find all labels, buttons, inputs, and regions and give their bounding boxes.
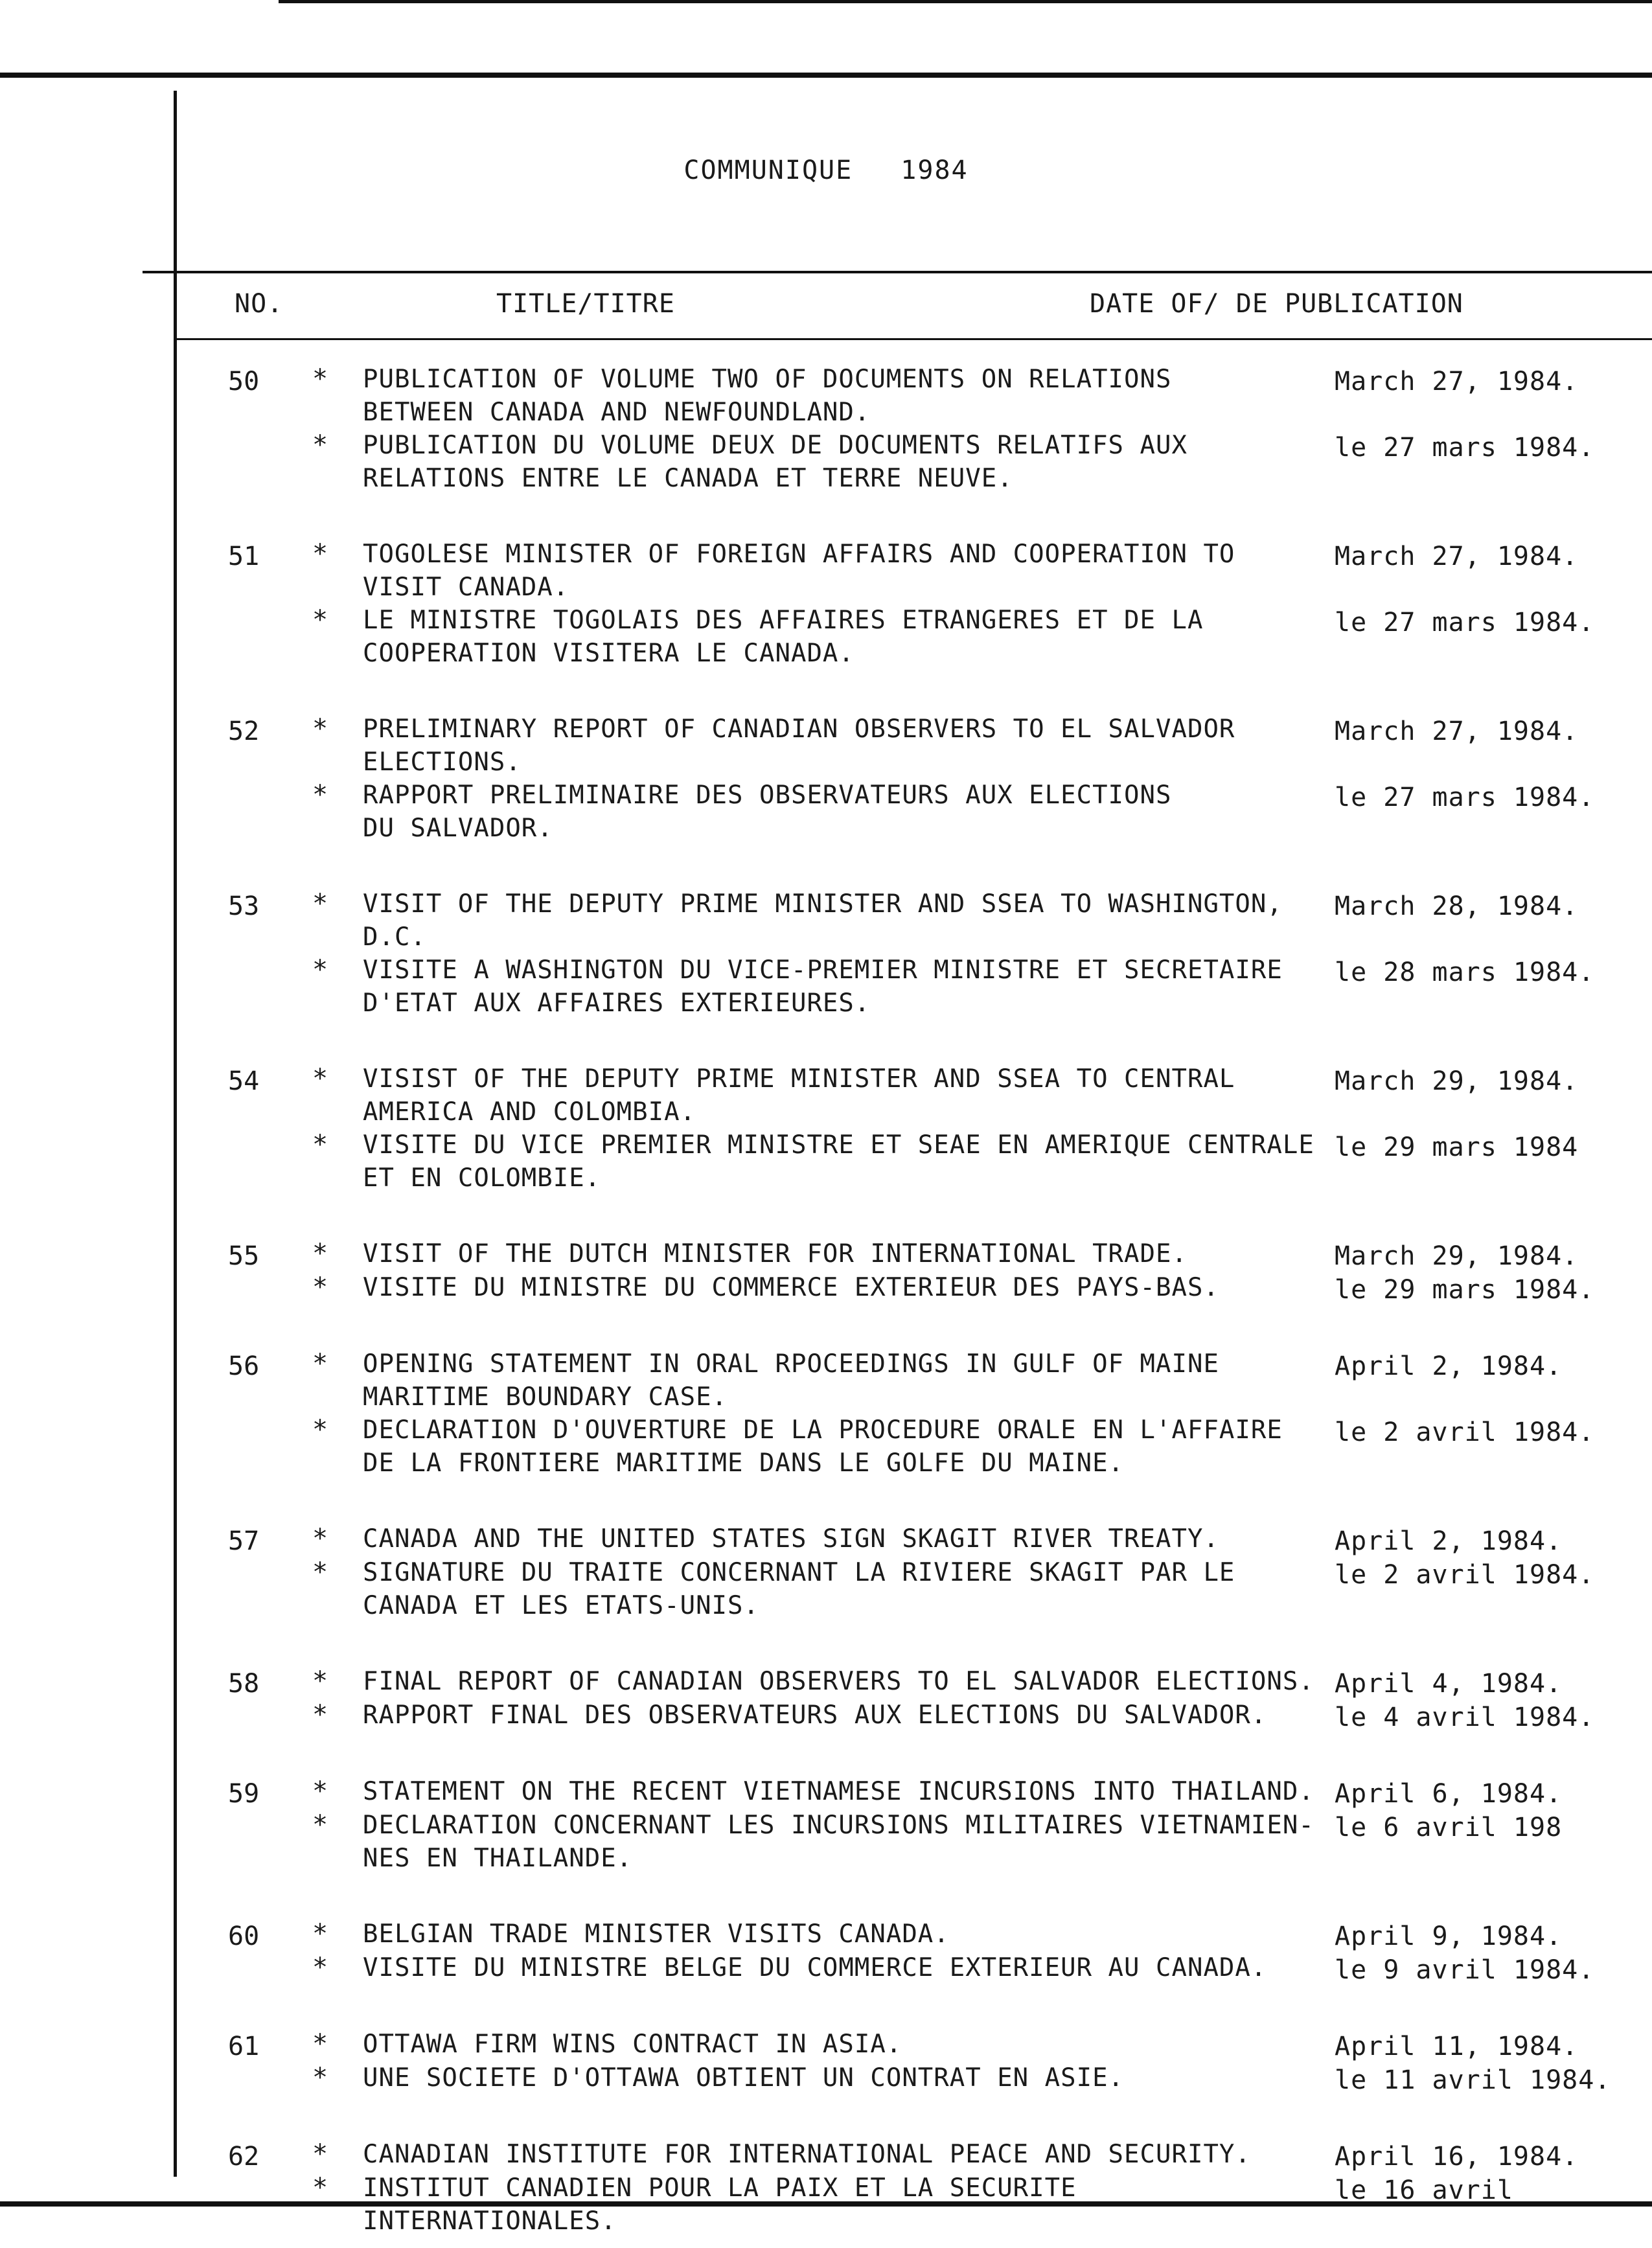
french-line	[0, 604, 1652, 670]
french-title: PUBLICATION DU VOLUME DEUX DE DOCUMENTS RELATIFS AUX RELATIONS ENTRE LE CANADA ET TERRE NEUVE.	[363, 431, 1187, 493]
asterisk-bullet: *	[312, 1349, 328, 1379]
english-date: April 16, 1984.	[1335, 2142, 1579, 2172]
asterisk-bullet: *	[312, 1700, 328, 1730]
frame-top-rule	[0, 73, 1652, 78]
english-date: April 2, 1984.	[1335, 1526, 1563, 1556]
asterisk-bullet: *	[312, 2029, 328, 2059]
english-title: VISIST OF THE DEPUTY PRIME MINISTER AND SSEA TO CENTRAL AMERICA AND COLOMBIA.	[363, 1064, 1235, 1127]
list-item	[0, 1775, 1652, 1875]
asterisk-bullet: *	[312, 1239, 328, 1268]
asterisk-bullet: *	[312, 1666, 328, 1696]
english-line	[0, 1775, 1652, 1809]
english-line	[0, 1665, 1652, 1699]
entry-number: 56	[228, 1351, 260, 1381]
asterisk-bullet: *	[312, 1776, 328, 1806]
list-item	[0, 713, 1652, 845]
french-line	[0, 2061, 1652, 2095]
french-line	[0, 2172, 1652, 2236]
entry-number: 62	[228, 2142, 260, 2172]
list-item	[0, 1348, 1652, 1480]
page-title	[0, 155, 1652, 185]
asterisk-bullet: *	[312, 539, 328, 569]
english-date: March 29, 1984.	[1335, 1241, 1579, 1271]
asterisk-bullet: *	[312, 1524, 328, 1554]
english-line	[0, 1062, 1652, 1129]
asterisk-bullet: *	[312, 2139, 328, 2169]
english-date: March 27, 1984.	[1335, 367, 1579, 396]
top-border-rule	[279, 0, 1652, 3]
french-date: le 6 avril 198	[1335, 1813, 1563, 1842]
list-item	[0, 363, 1652, 495]
english-date: March 27, 1984.	[1335, 542, 1579, 571]
english-date: March 27, 1984.	[1335, 717, 1579, 746]
french-title: VISITE A WASHINGTON DU VICE-PREMIER MINISTRE ET SECRETAIRE D'ETAT AUX AFFAIRES EXTERIEURES.	[363, 956, 1283, 1018]
english-line	[0, 1522, 1652, 1556]
asterisk-bullet: *	[312, 1415, 328, 1445]
asterisk-bullet: *	[312, 1130, 328, 1160]
list-item	[0, 1918, 1652, 1985]
french-line	[0, 1809, 1652, 1875]
french-date: le 4 avril 1984.	[1335, 1703, 1595, 1732]
header-bottom-rule	[174, 338, 1652, 340]
english-date: April 9, 1984.	[1335, 1921, 1563, 1951]
asterisk-bullet: *	[312, 1810, 328, 1840]
french-title: VISITE DU MINISTRE DU COMMERCE EXTERIEUR DES PAYS-BAS.	[363, 1273, 1219, 1302]
french-title: DECLARATION CONCERNANT LES INCURSIONS MILITAIRES VIETNAMIEN- NES EN THAILANDE.	[363, 1811, 1314, 1873]
french-line	[0, 1699, 1652, 1732]
english-title: BELGIAN TRADE MINISTER VISITS CANADA.	[363, 1920, 950, 1949]
english-title: VISIT OF THE DEPUTY PRIME MINISTER AND SSEA TO WASHINGTON, D.C.	[363, 889, 1283, 952]
title-text: COMMUNIQUE	[683, 155, 853, 185]
list-item	[0, 888, 1652, 1020]
asterisk-bullet: *	[312, 1919, 328, 1949]
asterisk-bullet: *	[312, 1064, 328, 1094]
asterisk-bullet: *	[312, 955, 328, 985]
asterisk-bullet: *	[312, 430, 328, 460]
list-item	[0, 1522, 1652, 1622]
french-date: le 29 mars 1984.	[1335, 1275, 1595, 1305]
french-line	[0, 1129, 1652, 1195]
entry-number: 53	[228, 891, 260, 921]
english-line	[0, 538, 1652, 604]
entry-number: 50	[228, 367, 260, 396]
title-year: 1984	[901, 155, 969, 185]
list-item	[0, 2028, 1652, 2095]
asterisk-bullet: *	[312, 780, 328, 810]
entry-number: 61	[228, 2032, 260, 2061]
list-item	[0, 538, 1652, 670]
french-title: SIGNATURE DU TRAITE CONCERNANT LA RIVIERE SKAGIT PAR LE CANADA ET LES ETATS-UNIS.	[363, 1558, 1235, 1620]
french-date: le 29 mars 1984	[1335, 1132, 1579, 1162]
asterisk-bullet: *	[312, 2173, 328, 2203]
english-line	[0, 1918, 1652, 1951]
english-date: April 6, 1984.	[1335, 1779, 1563, 1809]
asterisk-bullet: *	[312, 1953, 328, 1982]
french-date: le 28 mars 1984.	[1335, 958, 1595, 987]
communique-list	[0, 363, 1652, 2248]
asterisk-bullet: *	[312, 1272, 328, 1302]
english-line	[0, 363, 1652, 429]
entry-number: 60	[228, 1921, 260, 1951]
english-title: CANADA AND THE UNITED STATES SIGN SKAGIT RIVER TREATY.	[363, 1524, 1219, 1554]
english-line	[0, 2138, 1652, 2172]
french-title: VISITE DU VICE PREMIER MINISTRE ET SEAE EN AMERIQUE CENTRALE ET EN COLOMBIE.	[363, 1130, 1314, 1193]
english-date: April 4, 1984.	[1335, 1669, 1563, 1699]
english-title: OTTAWA FIRM WINS CONTRACT IN ASIA.	[363, 2030, 902, 2059]
list-item	[0, 1665, 1652, 1732]
french-date: le 2 avril 1984.	[1335, 1417, 1595, 1447]
english-date: March 28, 1984.	[1335, 891, 1579, 921]
header-top-rule	[143, 271, 1652, 273]
english-date: April 2, 1984.	[1335, 1351, 1563, 1381]
column-header-no: NO.	[235, 289, 284, 319]
french-title: RAPPORT FINAL DES OBSERVATEURS AUX ELECTIONS DU SALVADOR.	[363, 1701, 1267, 1730]
entry-number: 55	[228, 1241, 260, 1271]
english-title: PRELIMINARY REPORT OF CANADIAN OBSERVERS TO EL SALVADOR ELECTIONS.	[363, 715, 1235, 777]
english-date: April 11, 1984.	[1335, 2032, 1579, 2061]
french-title: RAPPORT PRELIMINAIRE DES OBSERVATEURS AUX ELECTIONS DU SALVADOR.	[363, 781, 1172, 843]
entry-number: 54	[228, 1066, 260, 1096]
entry-number: 51	[228, 542, 260, 571]
list-item	[0, 2138, 1652, 2236]
french-line	[0, 954, 1652, 1020]
english-date: March 29, 1984.	[1335, 1066, 1579, 1096]
list-item	[0, 1237, 1652, 1305]
column-header-title: TITLE/TITRE	[496, 289, 675, 319]
french-line	[0, 779, 1652, 845]
english-line	[0, 2028, 1652, 2061]
entry-number: 58	[228, 1669, 260, 1699]
english-title: VISIT OF THE DUTCH MINISTER FOR INTERNATIONAL TRADE.	[363, 1239, 1187, 1268]
english-title: TOGOLESE MINISTER OF FOREIGN AFFAIRS AND COOPERATION TO VISIT CANADA.	[363, 540, 1235, 602]
asterisk-bullet: *	[312, 364, 328, 394]
french-title: DECLARATION D'OUVERTURE DE LA PROCEDURE ORALE EN L'AFFAIRE DE LA FRONTIERE MARITIME DANS LE GOLFE DU MAINE.	[363, 1416, 1283, 1478]
asterisk-bullet: *	[312, 1557, 328, 1587]
asterisk-bullet: *	[312, 2063, 328, 2093]
french-line	[0, 1271, 1652, 1305]
french-title: VISITE DU MINISTRE BELGE DU COMMERCE EXTERIEUR AU CANADA.	[363, 1953, 1267, 1982]
english-line	[0, 1348, 1652, 1414]
entry-number: 57	[228, 1526, 260, 1556]
french-line	[0, 1414, 1652, 1480]
english-line	[0, 1237, 1652, 1271]
french-date: le 2 avril 1984.	[1335, 1560, 1595, 1590]
french-date: le 16 avril	[1335, 2175, 1513, 2205]
french-title: LE MINISTRE TOGOLAIS DES AFFAIRES ETRANGERES ET DE LA COOPERATION VISITERA LE CANADA.	[363, 606, 1204, 668]
english-title: FINAL REPORT OF CANADIAN OBSERVERS TO EL SALVADOR ELECTIONS.	[363, 1667, 1314, 1696]
french-date: le 27 mars 1984.	[1335, 608, 1595, 637]
english-line	[0, 888, 1652, 954]
english-title: PUBLICATION OF VOLUME TWO OF DOCUMENTS ON RELATIONS BETWEEN CANADA AND NEWFOUNDLAND.	[363, 365, 1172, 427]
asterisk-bullet: *	[312, 605, 328, 635]
english-title: CANADIAN INSTITUTE FOR INTERNATIONAL PEACE AND SECURITY.	[363, 2140, 1251, 2169]
entry-number: 59	[228, 1779, 260, 1809]
asterisk-bullet: *	[312, 889, 328, 919]
asterisk-bullet: *	[312, 714, 328, 744]
french-line	[0, 1556, 1652, 1622]
french-date: le 9 avril 1984.	[1335, 1955, 1595, 1985]
french-line	[0, 429, 1652, 495]
english-line	[0, 713, 1652, 779]
french-title: INSTITUT CANADIEN POUR LA PAIX ET LA SECURITE INTERNATIONALES.	[363, 2173, 1093, 2236]
french-line	[0, 1951, 1652, 1985]
french-title: UNE SOCIETE D'OTTAWA OBTIENT UN CONTRAT EN ASIE.	[363, 2063, 1125, 2093]
french-date: le 27 mars 1984.	[1335, 433, 1595, 463]
french-date: le 27 mars 1984.	[1335, 783, 1595, 812]
english-title: STATEMENT ON THE RECENT VIETNAMESE INCURSIONS INTO THAILAND.	[363, 1777, 1314, 1806]
french-date: le 11 avril 1984.	[1335, 2065, 1611, 2095]
list-item	[0, 1062, 1652, 1195]
entry-number: 52	[228, 717, 260, 746]
column-header-date: DATE OF/ DE PUBLICATION	[1090, 289, 1463, 319]
english-title: OPENING STATEMENT IN ORAL RPOCEEDINGS IN GULF OF MAINE MARITIME BOUNDARY CASE.	[363, 1349, 1219, 1412]
